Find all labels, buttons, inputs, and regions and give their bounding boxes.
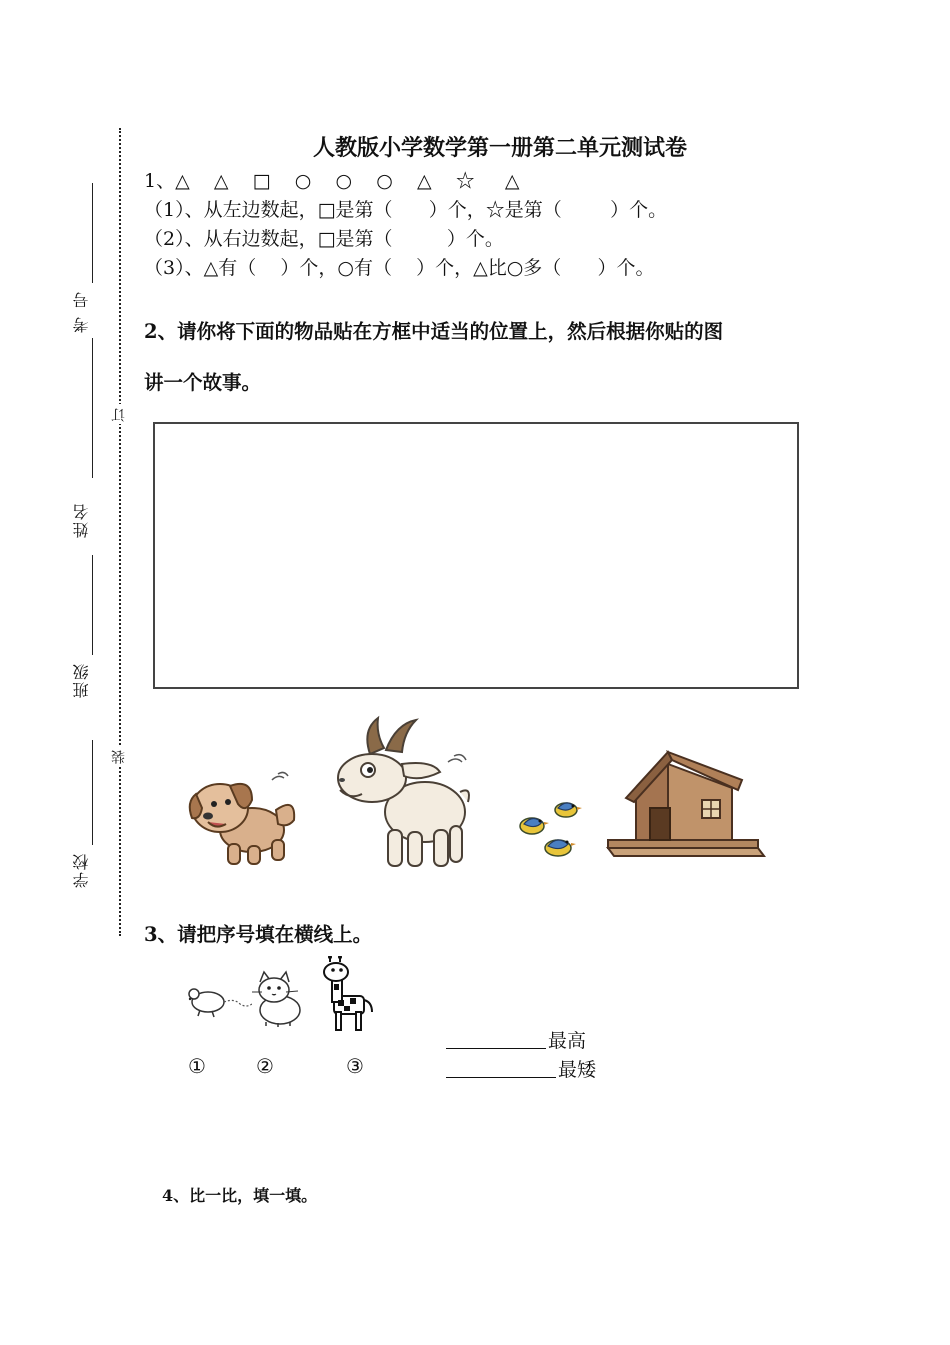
q2-line2: 讲一个故事。 — [144, 371, 262, 394]
class-label: 班级 — [72, 662, 91, 698]
circled-label-3: ③ — [346, 1054, 364, 1078]
exam-number-label: 考 号 — [72, 290, 91, 334]
name-field-line — [92, 555, 93, 655]
q3-prompt: 3、请把序号填在横线上。 — [144, 923, 373, 946]
mouse-image — [182, 980, 252, 1020]
giraffe-image — [318, 956, 378, 1034]
circled-label-1: ① — [188, 1054, 206, 1078]
goat-image — [330, 712, 480, 872]
q2-line1: 2、请你将下面的物品贴在方框中适当的位置上，然后根据你贴的图 — [144, 320, 724, 343]
q1-sub3: （3）、△有（ ）个，○有（ ）个，△比○多（ ）个。 — [144, 257, 655, 279]
binding-zhuang-label: 装 — [111, 748, 127, 764]
q1-sub1: （1）、从左边数起，□是第（ ）个，☆是第（ ）个。 — [144, 199, 668, 221]
q1-shapes-line: 1、△ △ □ ○ ○ ○ △ ☆ △ — [144, 170, 520, 192]
shortest-answer-blank[interactable] — [446, 1077, 556, 1078]
tallest-label: 最高 — [548, 1030, 587, 1052]
q4-prompt: 4、比一比，填一填。 — [162, 1186, 318, 1205]
page-title: 人教版小学数学第一册第二单元测试卷 — [312, 135, 687, 161]
tallest-answer-blank[interactable] — [446, 1048, 546, 1049]
q1-sub2: （2）、从右边数起，□是第（ ）个。 — [144, 228, 504, 250]
binding-ding-label: 订 — [111, 406, 127, 422]
circled-label-2: ② — [256, 1054, 274, 1078]
class-field-line — [92, 740, 93, 845]
name-field-line-top — [92, 338, 93, 478]
sticker-placement-box[interactable] — [153, 422, 799, 689]
school-label: 学校 — [72, 852, 91, 888]
house-image — [606, 744, 766, 864]
shortest-label: 最矮 — [558, 1059, 597, 1081]
exam-number-field-line — [92, 183, 93, 283]
birds-image — [508, 796, 590, 868]
puppy-image — [180, 760, 310, 870]
binding-dotted-line — [119, 128, 121, 936]
cat-image — [250, 970, 306, 1028]
name-label: 姓名 — [72, 502, 91, 538]
